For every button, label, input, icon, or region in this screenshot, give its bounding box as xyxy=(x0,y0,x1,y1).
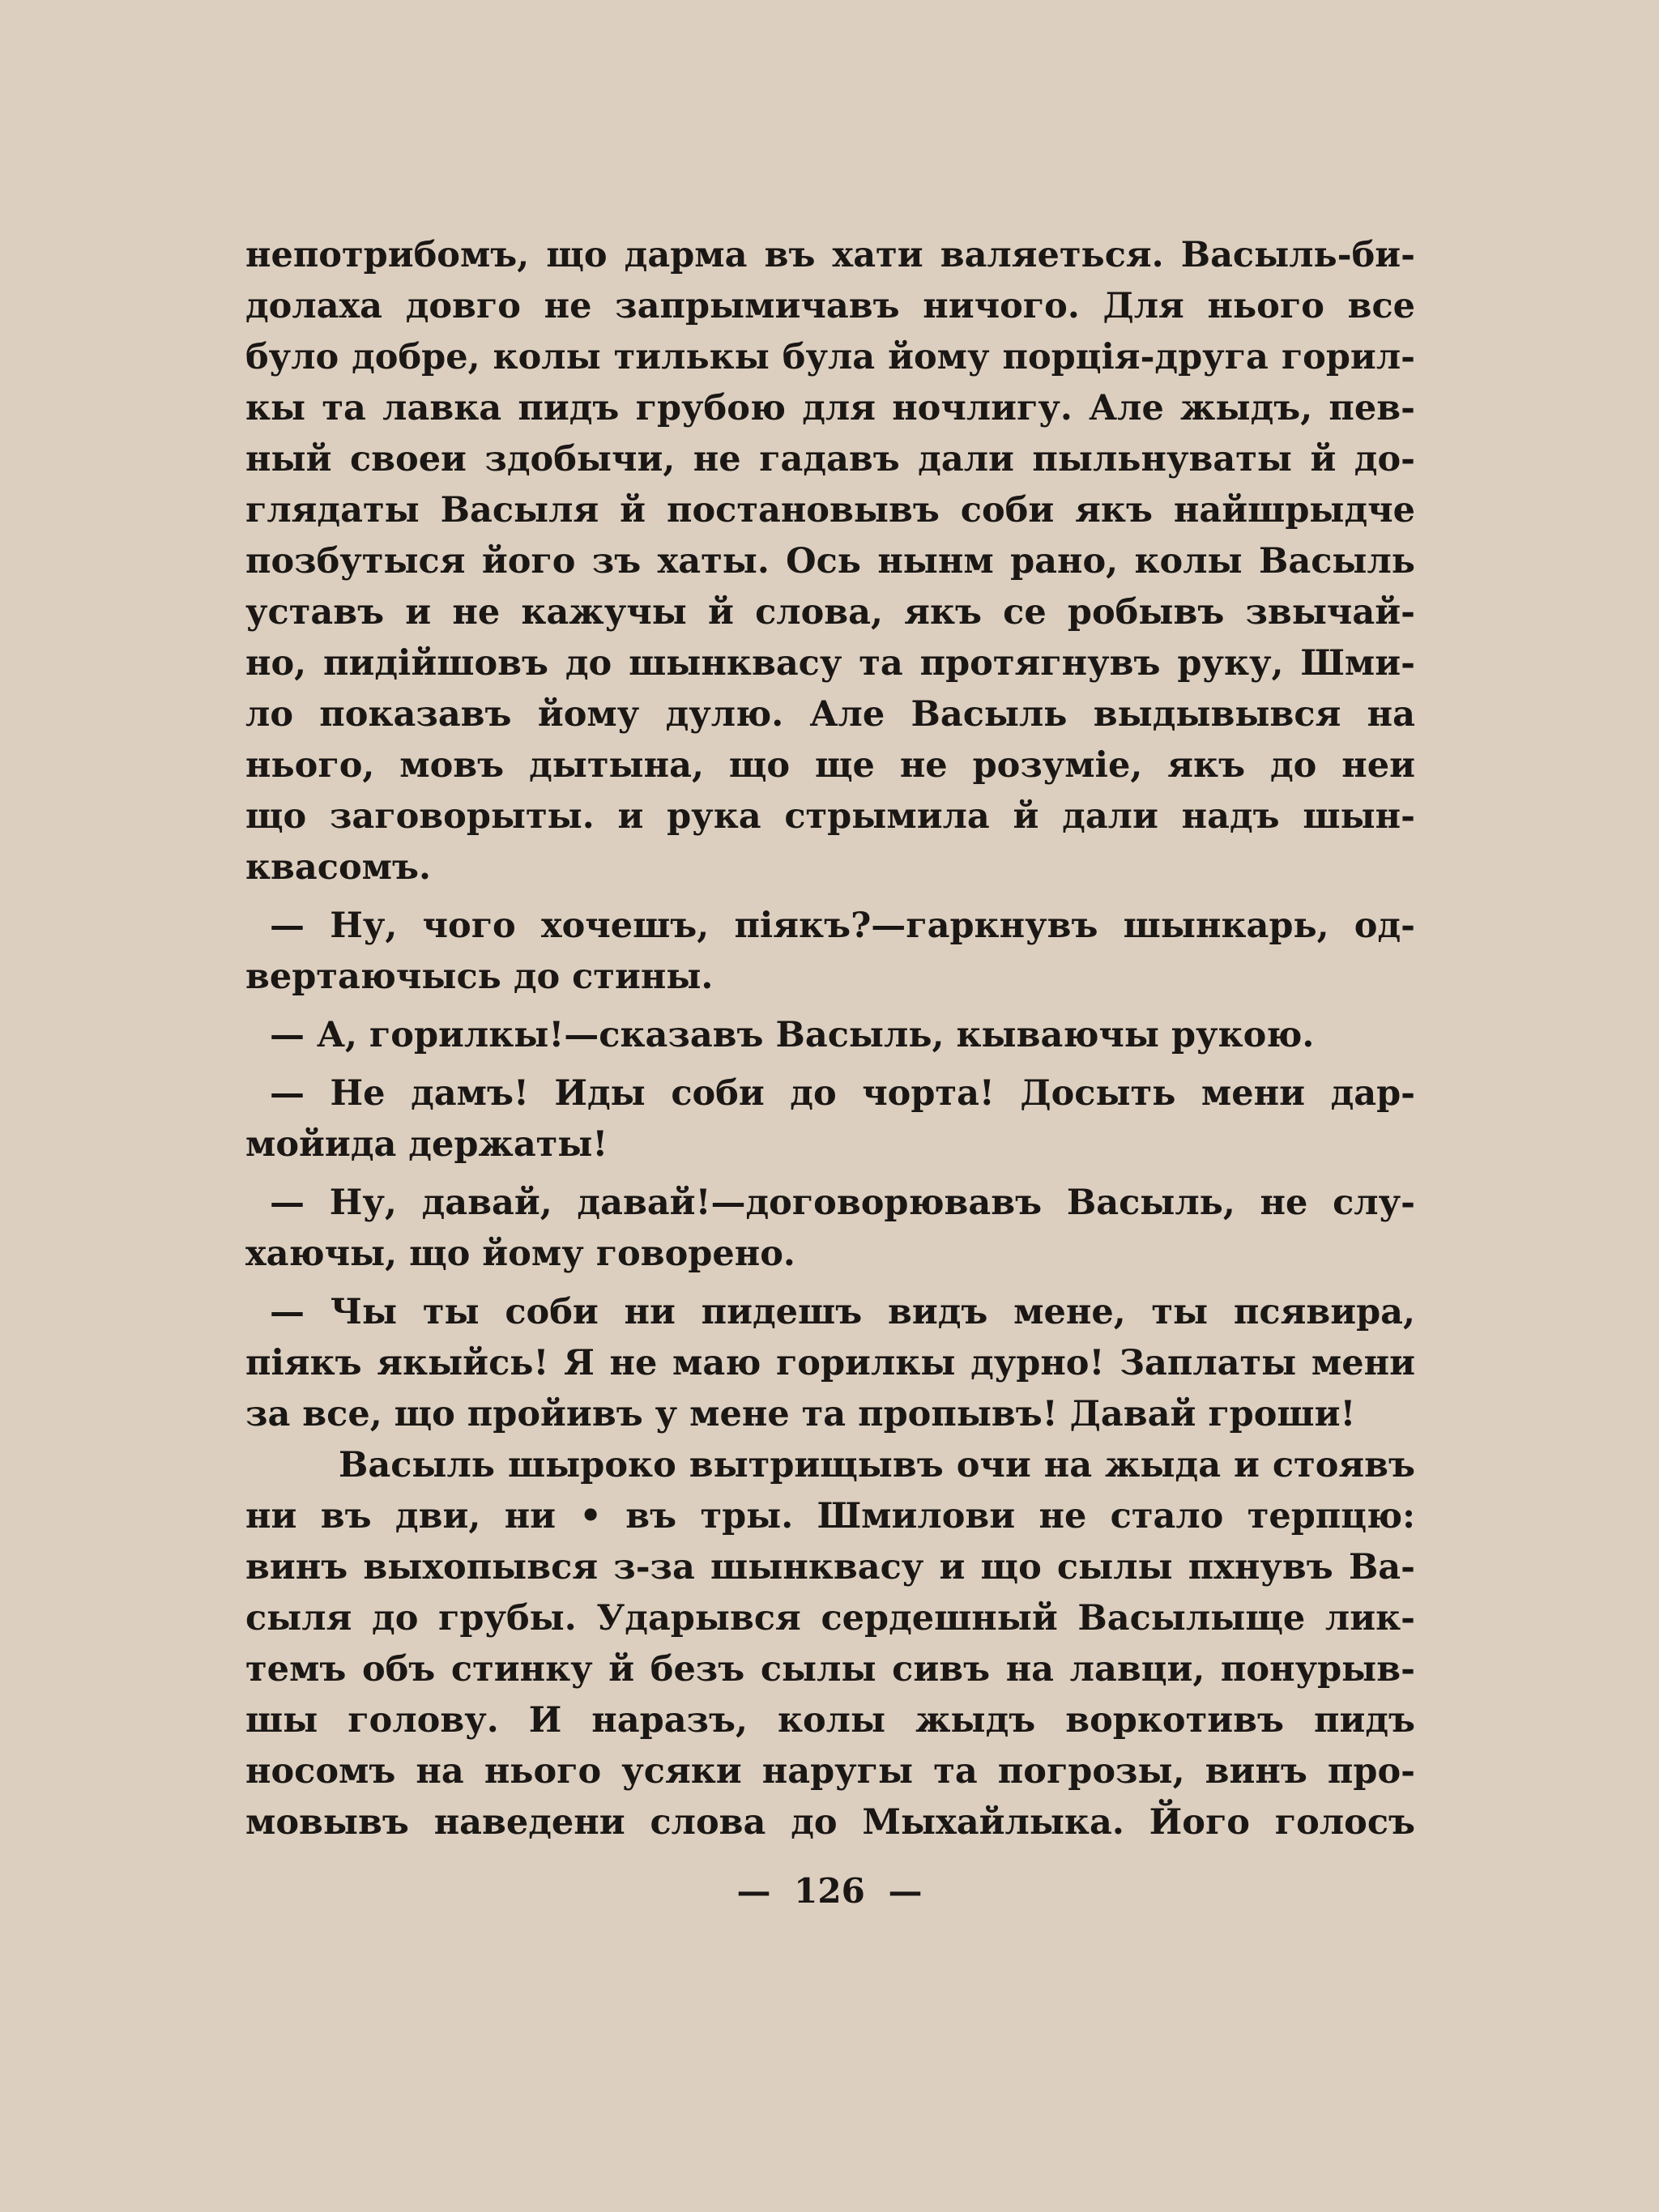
page-number: — 126 — xyxy=(736,1871,923,1911)
text-line: за все, що пройивъ у мене та пропывъ! Давай гроши! xyxy=(245,1394,1356,1434)
text-line: вертаючысь до стины. xyxy=(245,957,714,997)
text-line: піякъ якыйсь! Я не маю горилкы дурно! Заплаты мени xyxy=(245,1343,1415,1383)
dialogue-line: — Ну, давай, давай!—договорювавъ Васыль, не слу- xyxy=(270,1183,1415,1223)
text-line: нього, мовъ дытына, що ще не розуміе, якъ до неи xyxy=(245,745,1415,786)
text-line: ло показавъ йому дулю. Але Васыль выдывывся на xyxy=(245,694,1415,735)
text-line: ный своеи здобычи, не гадавъ дали пыльнуваты й до- xyxy=(245,439,1415,479)
text-line: квасомъ. xyxy=(245,847,431,888)
page-body-text xyxy=(245,230,1415,1848)
paragraph-first-line: Васыль шыроко вытрищывъ очи на жыда и стоявъ xyxy=(339,1445,1415,1485)
dialogue-line: — Чы ты соби ни пидешъ видъ мене, ты псявира, xyxy=(270,1292,1415,1332)
text-line: було добре, колы тилькы була йому порція-друга горил- xyxy=(245,337,1415,377)
text-line: ни въ дви, ни • въ тры. Шмилови не стало терпцю: xyxy=(245,1496,1415,1536)
text-line: уставъ и не кажучы й слова, якъ се робывъ звычай- xyxy=(245,592,1415,633)
text-line: глядаты Васыля й постановывъ соби якъ найшрыдче xyxy=(245,490,1415,531)
text-line: непотрибомъ, що дарма въ хати валяеться. Васыль-би- xyxy=(245,235,1415,275)
text-line: що заговорыты. и рука стрымила й дали надъ шын- xyxy=(245,796,1415,837)
text-line: винъ выхопывся з-за шынквасу и що сылы пхнувъ Ва- xyxy=(245,1547,1415,1588)
text-line: мовывъ наведени слова до Мыхайлыка. Його голосъ xyxy=(245,1802,1415,1843)
text-line: сыля до грубы. Ударывся сердешный Васылыще лик- xyxy=(245,1598,1415,1639)
text-line: долаха довго не запрымичавъ ничого. Для нього все xyxy=(245,286,1415,326)
text-line: хаючы, що йому говорено. xyxy=(245,1234,795,1274)
dialogue-line: — Не дамъ! Иды соби до чорта! Досыть мени дар- xyxy=(270,1073,1415,1114)
text-line: шы голову. И наразъ, колы жыдъ воркотивъ пидъ xyxy=(245,1700,1415,1741)
dialogue-line: — Ну, чого хочешъ, піякъ?—гаркнувъ шынкарь, од- xyxy=(270,906,1415,946)
text-line: мойида держаты! xyxy=(245,1124,608,1165)
text-line: темъ объ стинку й безъ сылы сивъ на лавци, понурыв- xyxy=(245,1649,1415,1690)
text-line: носомъ на нього усяки наругы та погрозы, винъ про- xyxy=(245,1751,1415,1792)
text-line: позбутыся його зъ хаты. Ось нынм рано, колы Васыль xyxy=(245,541,1415,582)
text-line: но, пидійшовъ до шынквасу та протягнувъ руку, Шми- xyxy=(245,643,1415,684)
dialogue-line: — А, горилкы!—сказавъ Васыль, кываючы рукою. xyxy=(270,1015,1315,1055)
text-line: кы та лавка пидъ грубою для ночлигу. Але жыдъ, пев- xyxy=(245,388,1415,428)
